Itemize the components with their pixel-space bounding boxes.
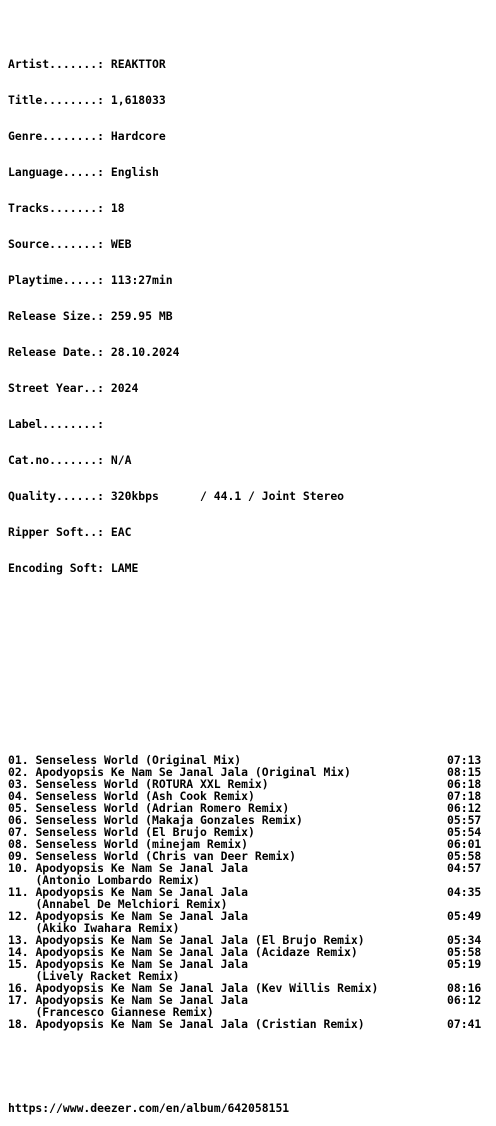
track-duration: 08:16 [447, 981, 482, 995]
info-row-encoding-soft: Encoding Soft: LAME [8, 561, 139, 575]
track-duration: 05:57 [447, 813, 482, 827]
info-row-language: Language.....: English [8, 165, 159, 179]
info-label: Encoding Soft [8, 561, 98, 575]
track-duration: 05:34 [447, 933, 482, 947]
track-duration: 07:13 [447, 753, 482, 767]
info-value: Hardcore [110, 129, 166, 143]
track-number: 08. [8, 837, 29, 851]
info-row-street-year: Street Year..: 2024 [8, 381, 139, 395]
info-value: REAKTTOR [110, 57, 166, 71]
track-row [8, 886, 492, 898]
spacer [8, 706, 492, 718]
tracklist [8, 754, 492, 1030]
track-title: Apodyopsis Ke Nam Se Janal Jala (El Brujo Remix) [35, 933, 365, 947]
track-title: Senseless World (Chris van Deer Remix) [35, 849, 297, 863]
track-number: 12. [8, 909, 29, 923]
info-label: Language..... [8, 165, 98, 179]
track-duration: 08:15 [447, 765, 482, 779]
album-url: https://www.deezer.com/en/album/642058151 [8, 1101, 290, 1115]
track-title: Senseless World (Ash Cook Remix) [35, 789, 255, 803]
track-title: Senseless World (Original Mix) [35, 753, 242, 767]
track-title: Apodyopsis Ke Nam Se Janal Jala (Acidaze Remix) [35, 945, 358, 959]
info-row-ripper-soft: Ripper Soft..: EAC [8, 525, 132, 539]
track-title: Senseless World (Adrian Romero Remix) [35, 801, 290, 815]
track-number: 16. [8, 981, 29, 995]
track-title: Senseless World (El Brujo Remix) [35, 825, 255, 839]
info-label: Release Size. [8, 309, 98, 323]
track-title: Apodyopsis Ke Nam Se Janal Jala (Cristian Remix) [35, 1017, 365, 1031]
info-row-playtime: Playtime.....: 113:27min [8, 273, 173, 287]
info-value: LAME [110, 561, 139, 575]
track-number: 18. [8, 1017, 29, 1031]
info-row-artist: Artist.......: REAKTTOR [8, 57, 166, 71]
track-remix-name: (Akiko Iwahara Remix) [35, 921, 180, 935]
info-row-release-date: Release Date.: 28.10.2024 [8, 345, 180, 359]
track-row [8, 994, 492, 1006]
track-number: 05. [8, 801, 29, 815]
info-label: Source....... [8, 237, 98, 251]
info-label: Quality...... [8, 489, 98, 503]
info-row-source: Source.......: WEB [8, 237, 132, 251]
track-number: 15. [8, 957, 29, 971]
track-title: Apodyopsis Ke Nam Se Janal Jala (Kev Willis Remix) [35, 981, 379, 995]
info-row-tracks: Tracks.......: 18 [8, 201, 125, 215]
info-value: WEB [110, 237, 132, 251]
track-title: Apodyopsis Ke Nam Se Janal Jala [35, 909, 249, 923]
info-value: 2024 [110, 381, 139, 395]
track-number: 11. [8, 885, 29, 899]
track-number: 14. [8, 945, 29, 959]
track-duration: 04:35 [447, 885, 482, 899]
track-remix-name: (Francesco Giannese Remix) [35, 1005, 214, 1019]
info-label: Artist....... [8, 57, 98, 71]
spacer [8, 1066, 492, 1078]
info-value: 259.95 MB [110, 309, 173, 323]
track-title: Apodyopsis Ke Nam Se Janal Jala [35, 885, 249, 899]
info-value: N/A [110, 453, 132, 467]
track-number: 04. [8, 789, 29, 803]
info-value: 28.10.2024 [110, 345, 180, 359]
info-label: Genre........ [8, 129, 98, 143]
track-title: Apodyopsis Ke Nam Se Janal Jala [35, 993, 249, 1007]
info-row-quality: Quality......: 320kbps / 44.1 / Joint Stereo [8, 489, 345, 503]
info-label: Playtime..... [8, 273, 98, 287]
info-label: Ripper Soft.. [8, 525, 98, 539]
info-row-label: Label........: [8, 417, 111, 431]
track-title: Senseless World (ROTURA XXL Remix) [35, 777, 269, 791]
track-remix-name: (Lively Racket Remix) [35, 969, 180, 983]
track-duration: 05:49 [447, 909, 482, 923]
spacer [8, 634, 492, 646]
info-label: Release Date. [8, 345, 98, 359]
track-number: 01. [8, 753, 29, 767]
info-label: Tracks....... [8, 201, 98, 215]
track-number: 10. [8, 861, 29, 875]
track-duration: 06:12 [447, 993, 482, 1007]
info-value: 113:27min [110, 273, 173, 287]
track-number: 09. [8, 849, 29, 863]
track-duration: 06:12 [447, 801, 482, 815]
track-row [8, 862, 492, 874]
info-label: Title........ [8, 93, 98, 107]
track-title: Senseless World (Makaja Gonzales Remix) [35, 813, 303, 827]
info-value: 18 [110, 201, 125, 215]
info-row-cat-no: Cat.no.......: N/A [8, 453, 132, 467]
track-title: Apodyopsis Ke Nam Se Janal Jala [35, 861, 249, 875]
track-duration: 06:18 [447, 777, 482, 791]
track-row [8, 958, 492, 970]
track-title: Apodyopsis Ke Nam Se Janal Jala (Original Mix) [35, 765, 351, 779]
track-remix-name: (Antonio Lombardo Remix) [35, 873, 201, 887]
nfo-text-block [8, 10, 492, 1126]
track-duration: 04:57 [447, 861, 482, 875]
info-value: 320kbps / 44.1 / Joint Stereo [110, 489, 345, 503]
info-row-title: Title........: 1,618033 [8, 93, 166, 107]
info-value: EAC [110, 525, 132, 539]
track-remix-name: (Annabel De Melchiori Remix) [35, 897, 228, 911]
info-row-genre: Genre........: Hardcore [8, 129, 166, 143]
track-number: 07. [8, 825, 29, 839]
info-value: English [110, 165, 159, 179]
spacer [8, 670, 492, 682]
info-row-release-size: Release Size.: 259.95 MB [8, 309, 173, 323]
info-label: Street Year.. [8, 381, 98, 395]
info-value: 1,618033 [110, 93, 166, 107]
track-duration: 07:18 [447, 789, 482, 803]
track-duration: 06:01 [447, 837, 482, 851]
track-number: 06. [8, 813, 29, 827]
track-row [8, 1018, 492, 1030]
track-number: 02. [8, 765, 29, 779]
track-duration: 05:19 [447, 957, 482, 971]
info-label: Cat.no....... [8, 453, 98, 467]
track-number: 13. [8, 933, 29, 947]
track-duration: 05:58 [447, 945, 482, 959]
track-duration: 05:54 [447, 825, 482, 839]
release-info [8, 34, 492, 598]
track-row [8, 910, 492, 922]
track-duration: 05:58 [447, 849, 482, 863]
track-duration: 07:41 [447, 1017, 482, 1031]
info-label: Label........ [8, 417, 98, 431]
track-title: Senseless World (minejam Remix) [35, 837, 249, 851]
track-number: 03. [8, 777, 29, 791]
track-title: Apodyopsis Ke Nam Se Janal Jala [35, 957, 249, 971]
track-number: 17. [8, 993, 29, 1007]
